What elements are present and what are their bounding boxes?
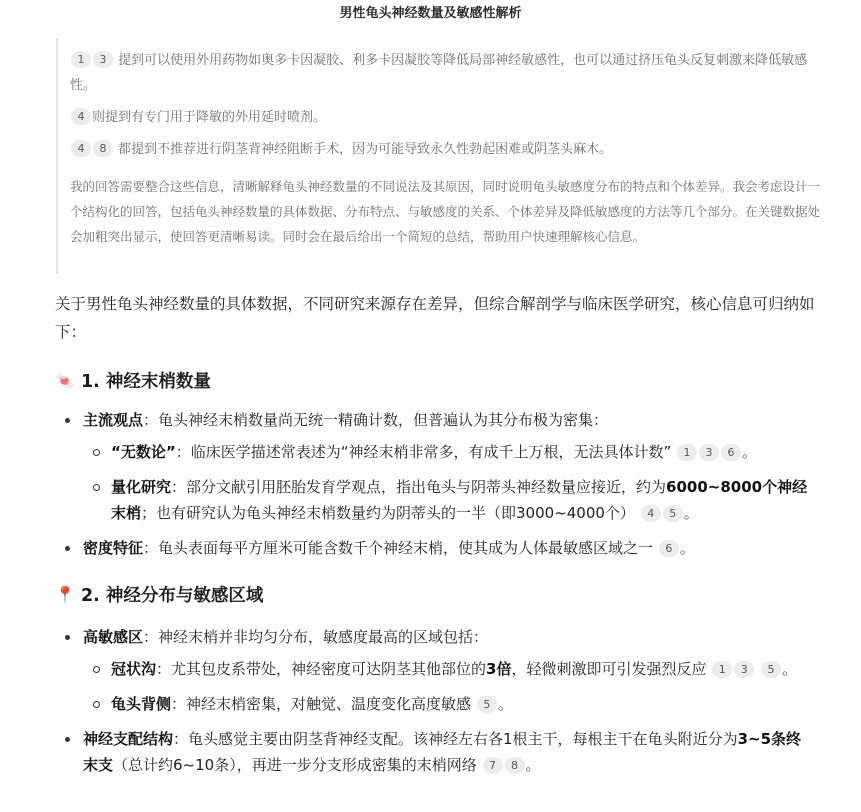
citation-badge[interactable]: 4: [641, 505, 661, 522]
citation-badge[interactable]: 8: [505, 757, 525, 774]
structure-text-1: ：龟头感觉主要由阴茎背神经支配。该神经左右各1根主干，每根主干在龟头附近分为: [173, 730, 738, 748]
pin-icon: 📍: [55, 585, 75, 604]
structure-label: 神经支配结构: [83, 730, 174, 748]
mainstream-text: ：龟头神经末梢数量尚无统一精确计数，但普遍认为其分布极为密集：: [143, 411, 609, 429]
reasoning-quote-block: [56, 38, 830, 274]
quant-text-2: ；也有研究认为龟头神经末梢数量约为阴蒂头的一半（即3000~4000个）: [141, 504, 635, 522]
citation-badge[interactable]: 3: [699, 444, 719, 461]
answer-content: [55, 290, 815, 774]
quant-bold: 6000~8000个神经末梢: [111, 478, 808, 522]
citation-badge[interactable]: 6: [659, 540, 679, 557]
list-item-high-sensitivity: [55, 624, 815, 717]
corona-text-1: ：尤其包皮系带处，神经密度可达阴茎其他部位的: [156, 660, 487, 678]
mainstream-label: 主流观点: [83, 411, 144, 429]
list-item-density: [55, 535, 815, 561]
list-item-nerve-structure: [55, 726, 815, 778]
quant-label: 量化研究: [111, 478, 172, 496]
countless-end: 。: [742, 443, 758, 461]
citation-badge[interactable]: 6: [721, 444, 741, 461]
citation-badge[interactable]: 4: [71, 140, 91, 157]
quote-item-2: [70, 105, 830, 130]
citation-badge[interactable]: 1: [71, 51, 91, 68]
quote-summary: 我的回答需要整合这些信息，清晰解释龟头神经数量的不同说法及其原因，同时说明龟头敏感度分布的特点和个体差异。我会考虑设计一个结构化的回答，包括龟头神经数量的具体数据、分布特点、与敏感度的关系、个体差异及降低敏感度的方法等几个部分。在关键数据处会加粗突出显示，使回答更清晰易读。同时会在最后给出一个简短的总结，帮助用户快速理解核心信息。: [70, 179, 821, 244]
citation-badge[interactable]: 8: [93, 140, 113, 157]
structure-end: 。: [525, 756, 541, 774]
section-1-heading: [55, 368, 211, 393]
corona-text-2: ，轻微刺激即可引发强烈反应: [511, 660, 707, 678]
citation-badge[interactable]: 5: [761, 661, 781, 678]
density-label: 密度特征: [83, 539, 144, 557]
candy-icon: 🍬: [55, 371, 75, 390]
back-text: ：神经末梢密集，对触觉、温度变化高度敏感: [171, 695, 472, 713]
list-item-mainstream: [55, 407, 815, 526]
citation-badge[interactable]: 5: [477, 696, 497, 713]
structure-text-2: （总计约6~10条），再进一步分支形成密集的末梢网络: [113, 756, 477, 774]
density-text: ：龟头表面每平方厘米可能含数千个神经末梢，使其成为人体最敏感区域之一: [143, 539, 654, 557]
citation-badge[interactable]: 1: [712, 661, 732, 678]
list-item-countless: [83, 439, 815, 465]
quote-item-1: [70, 48, 830, 98]
countless-text: ：临床医学描述常表述为“神经末梢非常多，有成千上万根，无法具体计数”: [175, 443, 672, 461]
quote-item-2-text: 则提到有专门用于降敏的外用延时喷剂。: [92, 110, 327, 125]
high-label: 高敏感区: [83, 628, 144, 646]
structure-bold: 3~5条终末支: [83, 730, 802, 774]
page-title: 男性龟头神经数量及敏感性解析: [339, 6, 522, 21]
section-2-title: 2. 神经分布与敏感区域: [81, 586, 264, 606]
quote-item-3: [70, 137, 830, 162]
countless-label: “无数论”: [111, 443, 176, 461]
citation-badge[interactable]: 1: [677, 444, 697, 461]
section-2-list: [55, 624, 815, 778]
high-text: ：神经末梢并非均匀分布，敏感度最高的区域包括：: [143, 628, 489, 646]
citation-badge[interactable]: 5: [663, 505, 683, 522]
quant-end: 。: [683, 504, 699, 522]
list-item-corona: [83, 656, 815, 682]
density-end: 。: [679, 539, 695, 557]
quote-item-1-text: 提到可以使用外用药物如奥多卡因凝胶、利多卡因凝胶等降低局部神经敏感性，也可以通过挤压龟头反复刺激来降低敏感性。: [70, 53, 808, 93]
citation-badge[interactable]: 4: [71, 108, 91, 125]
quant-text-1: ：部分文献引用胚胎发育学观点，指出龟头与阴蒂头神经数量应接近，约为: [171, 478, 667, 496]
citation-badge[interactable]: 7: [483, 757, 503, 774]
section-1-title: 1. 神经末梢数量: [81, 372, 211, 392]
corona-label: 冠状沟: [111, 660, 157, 678]
section-1-list: [55, 407, 815, 561]
citation-badge[interactable]: 3: [93, 51, 113, 68]
corona-bold: 3倍: [486, 660, 512, 678]
citation-badge[interactable]: 3: [734, 661, 754, 678]
list-item-quantitative: [83, 474, 815, 526]
quote-item-3-text: 都提到不推荐进行阴茎背神经阻断手术，因为可能导致永久性勃起困难或阴茎头麻木。: [118, 142, 613, 157]
corona-end: 。: [782, 660, 798, 678]
back-label: 龟头背侧: [111, 695, 172, 713]
list-item-back-side: [83, 691, 815, 717]
section-2-heading: [55, 582, 263, 607]
intro-paragraph: 关于男性龟头神经数量的具体数据，不同研究来源存在差异，但综合解剖学与临床医学研究，核心信息可归纳如下：: [55, 295, 815, 341]
back-end: 。: [497, 695, 513, 713]
